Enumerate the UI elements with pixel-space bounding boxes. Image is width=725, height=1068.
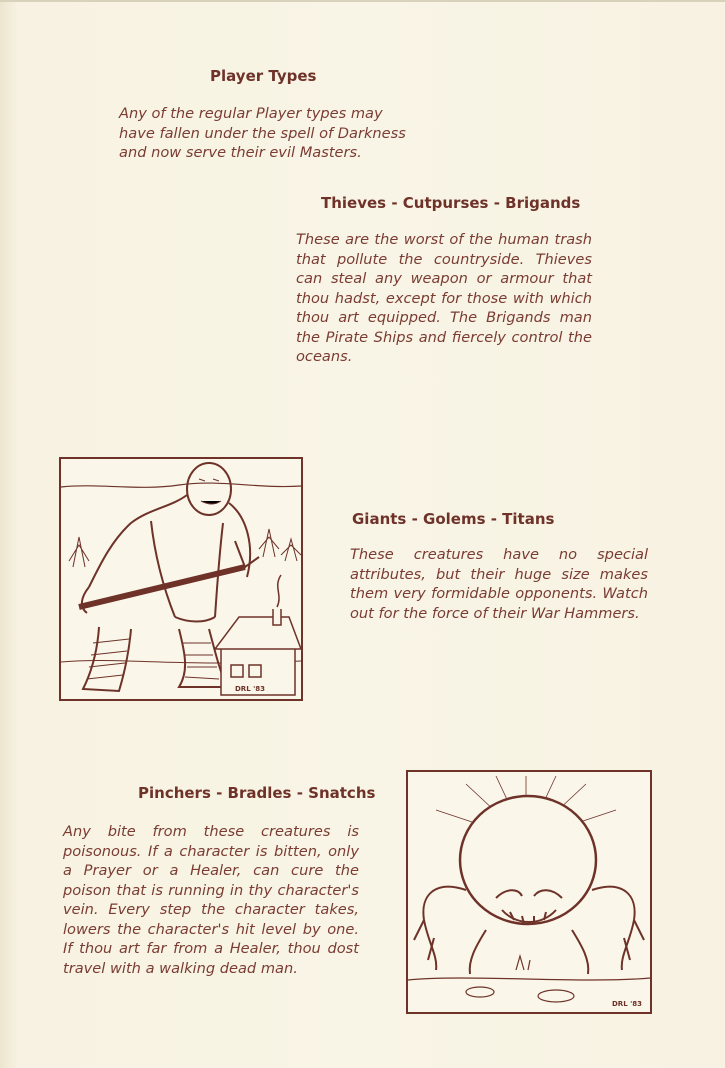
heading-pinchers: Pinchers - Bradles - Snatchs — [138, 784, 376, 802]
giant-illustration — [59, 457, 303, 701]
heading-giants: Giants - Golems - Titans — [352, 510, 555, 528]
page-top-edge — [0, 0, 725, 2]
heading-thieves: Thieves - Cutpurses - Brigands — [321, 194, 581, 212]
giant-illustration-art — [59, 457, 303, 701]
heading-player-types: Player Types — [210, 67, 317, 85]
pincher-illustration-art — [406, 770, 652, 1014]
text-player-types: Any of the regular Player types may have fallen under the spell of Darkness and now serve their evil Masters. — [119, 105, 406, 161]
text-pinchers: Any bite from these creatures is poisonous. If a character is bitten, only a Prayer or a Healer, can cure the poison that is running in thy character's vein. Every step the character takes, lowers the character's hit level by one. If thou art far from a Healer, thou dost travel with a walking dead man. — [63, 823, 359, 977]
giant-signature: DRL '83 — [235, 685, 265, 693]
text-thieves: These are the worst of the human trash that pollute the countryside. Thieves can steal any weapon or armour that thou hadst, except for those with which thou art equipped. The Brigands man the Pirate Ships and fiercely control the oceans. — [296, 231, 592, 365]
pincher-signature: DRL '83 — [612, 1000, 642, 1008]
text-giants: These creatures have no special attributes, but their huge size makes them very formidable opponents. Watch out for the force of their War Hammers. — [350, 546, 648, 622]
pincher-illustration — [406, 770, 652, 1014]
